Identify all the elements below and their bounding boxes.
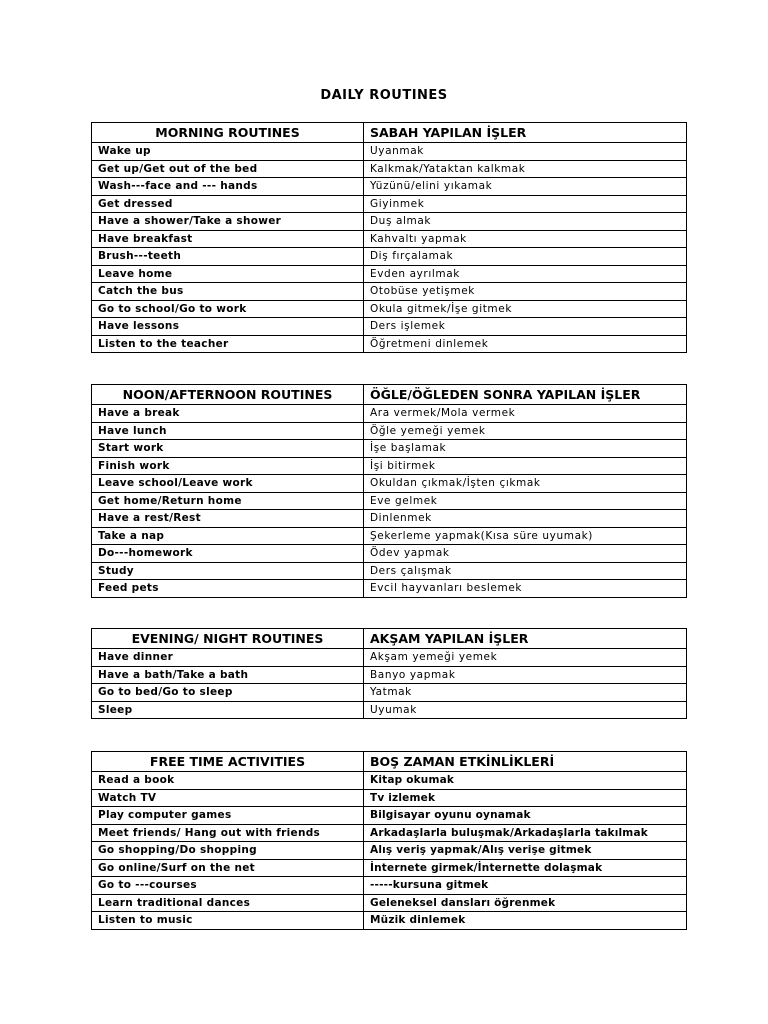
- turkish-translation: Yüzünü/elini yıkamak: [364, 178, 687, 196]
- english-phrase: Have breakfast: [92, 230, 364, 248]
- column-header-turkish: BOŞ ZAMAN ETKİNLİKLERİ: [364, 752, 687, 772]
- evening-night-routines-table: [91, 628, 687, 719]
- english-phrase: Have a bath/Take a bath: [92, 666, 364, 684]
- column-header-english: MORNING ROUTINES: [92, 123, 364, 143]
- turkish-translation: Öğretmeni dinlemek: [364, 335, 687, 353]
- english-phrase: Study: [92, 562, 364, 580]
- english-phrase: Take a nap: [92, 527, 364, 545]
- column-header-turkish: AKŞAM YAPILAN İŞLER: [364, 629, 687, 649]
- turkish-translation: Evden ayrılmak: [364, 265, 687, 283]
- table-row: [92, 422, 687, 440]
- turkish-translation: Otobüse yetişmek: [364, 283, 687, 301]
- table-row: [92, 877, 687, 895]
- turkish-translation: Geleneksel dansları öğrenmek: [364, 894, 687, 912]
- table-row: [92, 527, 687, 545]
- turkish-translation: Ders çalışmak: [364, 562, 687, 580]
- table-row: [92, 335, 687, 353]
- morning-routines-table: [91, 122, 687, 353]
- english-phrase: Do---homework: [92, 545, 364, 563]
- english-phrase: Listen to the teacher: [92, 335, 364, 353]
- turkish-translation: İnternete girmek/İnternette dolaşmak: [364, 859, 687, 877]
- table-row: [92, 562, 687, 580]
- turkish-translation: Kitap okumak: [364, 772, 687, 790]
- turkish-translation: Dinlenmek: [364, 510, 687, 528]
- table-header-row: [92, 385, 687, 405]
- english-phrase: Get home/Return home: [92, 492, 364, 510]
- document-title: DAILY ROUTINES: [320, 88, 448, 103]
- table-row: [92, 772, 687, 790]
- table-header-row: [92, 123, 687, 143]
- turkish-translation: Bilgisayar oyunu oynamak: [364, 807, 687, 825]
- turkish-translation: İşi bitirmek: [364, 457, 687, 475]
- english-phrase: Brush---teeth: [92, 248, 364, 266]
- english-phrase: Go to bed/Go to sleep: [92, 684, 364, 702]
- table-row: [92, 580, 687, 598]
- turkish-translation: Eve gelmek: [364, 492, 687, 510]
- table-row: [92, 440, 687, 458]
- table-row: [92, 510, 687, 528]
- table-row: [92, 318, 687, 336]
- english-phrase: Meet friends/ Hang out with friends: [92, 824, 364, 842]
- english-phrase: Have a break: [92, 405, 364, 423]
- table-row: [92, 300, 687, 318]
- table-row: [92, 894, 687, 912]
- table-row: [92, 666, 687, 684]
- turkish-translation: Ders işlemek: [364, 318, 687, 336]
- table-row: [92, 545, 687, 563]
- english-phrase: Read a book: [92, 772, 364, 790]
- table-row: [92, 178, 687, 196]
- english-phrase: Have a rest/Rest: [92, 510, 364, 528]
- table-header-row: [92, 752, 687, 772]
- turkish-translation: Alış veriş yapmak/Alış verişe gitmek: [364, 842, 687, 860]
- english-phrase: Start work: [92, 440, 364, 458]
- english-phrase: Get dressed: [92, 195, 364, 213]
- table-header-row: [92, 629, 687, 649]
- table-row: [92, 475, 687, 493]
- table-row: [92, 213, 687, 231]
- english-phrase: Go to ---courses: [92, 877, 364, 895]
- table-row: [92, 492, 687, 510]
- english-phrase: Have lunch: [92, 422, 364, 440]
- table-row: [92, 789, 687, 807]
- free-time-activities-table: [91, 751, 687, 930]
- turkish-translation: -----kursuna gitmek: [364, 877, 687, 895]
- english-phrase: Have a shower/Take a shower: [92, 213, 364, 231]
- turkish-translation: Kalkmak/Yataktan kalkmak: [364, 160, 687, 178]
- turkish-translation: Müzik dinlemek: [364, 912, 687, 930]
- turkish-translation: Giyinmek: [364, 195, 687, 213]
- english-phrase: Wake up: [92, 143, 364, 161]
- english-phrase: Go online/Surf on the net: [92, 859, 364, 877]
- table-row: [92, 649, 687, 667]
- turkish-translation: Ara vermek/Mola vermek: [364, 405, 687, 423]
- table-row: [92, 457, 687, 475]
- turkish-translation: Tv izlemek: [364, 789, 687, 807]
- turkish-translation: Uyanmak: [364, 143, 687, 161]
- english-phrase: Get up/Get out of the bed: [92, 160, 364, 178]
- table-row: [92, 912, 687, 930]
- column-header-turkish: ÖĞLE/ÖĞLEDEN SONRA YAPILAN İŞLER: [364, 385, 687, 405]
- turkish-translation: Banyo yapmak: [364, 666, 687, 684]
- column-header-english: FREE TIME ACTIVITIES: [92, 752, 364, 772]
- table-row: [92, 842, 687, 860]
- english-phrase: Feed pets: [92, 580, 364, 598]
- column-header-english: EVENING/ NIGHT ROUTINES: [92, 629, 364, 649]
- english-phrase: Leave home: [92, 265, 364, 283]
- english-phrase: Have dinner: [92, 649, 364, 667]
- table-row: [92, 230, 687, 248]
- english-phrase: Finish work: [92, 457, 364, 475]
- table-row: [92, 684, 687, 702]
- table-row: [92, 701, 687, 719]
- turkish-translation: Diş fırçalamak: [364, 248, 687, 266]
- english-phrase: Sleep: [92, 701, 364, 719]
- table-row: [92, 248, 687, 266]
- table-row: [92, 405, 687, 423]
- turkish-translation: Arkadaşlarla buluşmak/Arkadaşlarla takılmak: [364, 824, 687, 842]
- turkish-translation: Şekerleme yapmak(Kısa süre uyumak): [364, 527, 687, 545]
- table-row: [92, 143, 687, 161]
- turkish-translation: Okula gitmek/İşe gitmek: [364, 300, 687, 318]
- table-row: [92, 824, 687, 842]
- column-header-english: NOON/AFTERNOON ROUTINES: [92, 385, 364, 405]
- english-phrase: Wash---face and --- hands: [92, 178, 364, 196]
- english-phrase: Learn traditional dances: [92, 894, 364, 912]
- english-phrase: Leave school/Leave work: [92, 475, 364, 493]
- turkish-translation: Evcil hayvanları beslemek: [364, 580, 687, 598]
- turkish-translation: Kahvaltı yapmak: [364, 230, 687, 248]
- noon-afternoon-routines-table: [91, 384, 687, 598]
- english-phrase: Watch TV: [92, 789, 364, 807]
- turkish-translation: İşe başlamak: [364, 440, 687, 458]
- english-phrase: Have lessons: [92, 318, 364, 336]
- english-phrase: Go to school/Go to work: [92, 300, 364, 318]
- table-row: [92, 265, 687, 283]
- english-phrase: Go shopping/Do shopping: [92, 842, 364, 860]
- table-row: [92, 807, 687, 825]
- english-phrase: Catch the bus: [92, 283, 364, 301]
- table-row: [92, 195, 687, 213]
- turkish-translation: Akşam yemeği yemek: [364, 649, 687, 667]
- english-phrase: Listen to music: [92, 912, 364, 930]
- turkish-translation: Ödev yapmak: [364, 545, 687, 563]
- turkish-translation: Öğle yemeği yemek: [364, 422, 687, 440]
- column-header-turkish: SABAH YAPILAN İŞLER: [364, 123, 687, 143]
- turkish-translation: Duş almak: [364, 213, 687, 231]
- english-phrase: Play computer games: [92, 807, 364, 825]
- turkish-translation: Yatmak: [364, 684, 687, 702]
- turkish-translation: Uyumak: [364, 701, 687, 719]
- table-row: [92, 283, 687, 301]
- turkish-translation: Okuldan çıkmak/İşten çıkmak: [364, 475, 687, 493]
- table-row: [92, 859, 687, 877]
- table-row: [92, 160, 687, 178]
